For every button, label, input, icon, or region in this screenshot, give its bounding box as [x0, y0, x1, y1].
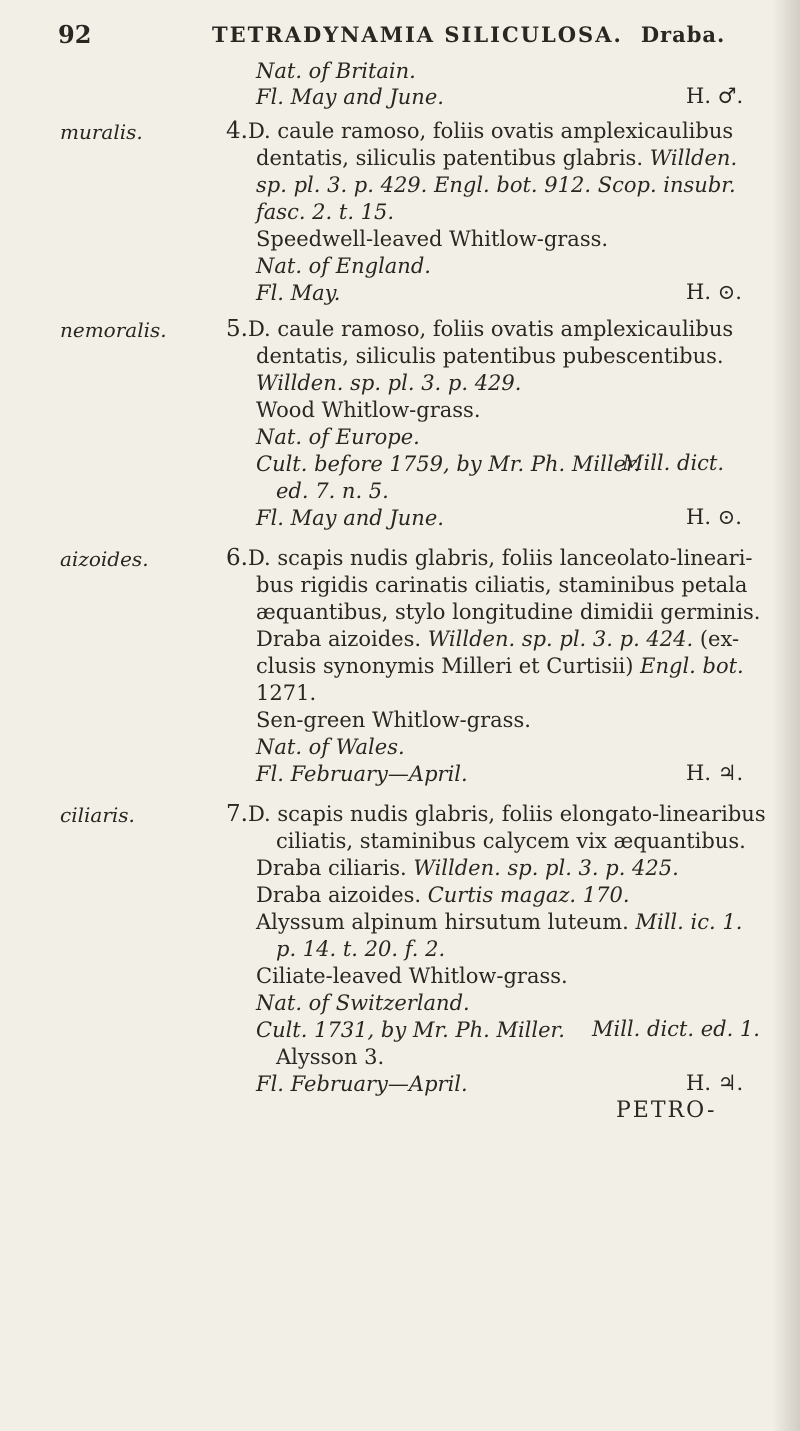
- species-4-habit: H. ⊙.: [686, 280, 742, 304]
- intro-flowering: Fl. May and June.: [256, 85, 444, 109]
- species-6-line-6: 1271.: [256, 681, 317, 705]
- species-7-line-2: ciliatis, staminibus calycem vix æquantibus.: [276, 829, 746, 853]
- species-4-flowering: Fl. May.: [256, 281, 341, 305]
- species-6-line-2: bus rigidis carinatis ciliatis, staminibus petala: [256, 573, 748, 597]
- species-7-line-1: 7.D. scapis nudis glabris, foliis elongato-linearibus: [226, 801, 766, 827]
- species-4-line-3: sp. pl. 3. p. 429. Engl. bot. 912. Scop. insubr.: [256, 173, 736, 197]
- intro-habit: H. ♂.: [686, 84, 744, 108]
- species-6-flowering: Fl. February—April.: [256, 762, 468, 786]
- species-6-line-1: 6.D. scapis nudis glabris, foliis lanceolato-lineari-: [226, 545, 753, 571]
- species-4-line-1: 4.D. caule ramoso, foliis ovatis amplexicaulibus: [226, 118, 734, 144]
- species-4-english-name: Speedwell-leaved Whitlow-grass.: [256, 227, 609, 251]
- species-5-flowering: Fl. May and June.: [256, 506, 444, 530]
- species-7-line-3: Draba ciliaris. Willden. sp. pl. 3. p. 425.: [256, 856, 679, 880]
- species-5-english-name: Wood Whitlow-grass.: [256, 398, 481, 422]
- species-6-line-3: æquantibus, stylo longitudine dimidii germinis.: [256, 600, 761, 624]
- species-7-habit: H. ♃.: [686, 1071, 744, 1095]
- page-number: 92: [58, 20, 92, 49]
- margin-name-aizoides: aizoides.: [60, 547, 149, 571]
- species-4-line-4: fasc. 2. t. 15.: [256, 200, 395, 224]
- species-5-cult-ref2: ed. 7. n. 5.: [276, 479, 389, 503]
- species-7-cult: Cult. 1731, by Mr. Ph. Miller.: [256, 1018, 565, 1042]
- margin-name-ciliaris: ciliaris.: [60, 803, 135, 827]
- species-5-cult: Cult. before 1759, by Mr. Ph. Miller.: [256, 452, 641, 476]
- species-6-line-5: clusis synonymis Milleri et Curtisii) Engl. bot.: [256, 654, 744, 678]
- page-edge-shadow: [772, 0, 800, 1431]
- species-5-native: Nat. of Europe.: [256, 425, 420, 449]
- species-7-cult-ref: Mill. dict. ed. 1.: [592, 1017, 760, 1041]
- species-5-line-3: Willden. sp. pl. 3. p. 429.: [256, 371, 522, 395]
- catchword: PETRO-: [616, 1098, 717, 1123]
- species-7-english-name: Ciliate-leaved Whitlow-grass.: [256, 964, 568, 988]
- species-5-line-2: dentatis, siliculis patentibus pubescentibus.: [256, 344, 724, 368]
- running-head-class: TETRADYNAMIA SILICULOSA.: [212, 22, 623, 47]
- species-4-native: Nat. of England.: [256, 254, 431, 278]
- intro-native: Nat. of Britain.: [256, 59, 416, 83]
- species-7-cult-ref2: Alysson 3.: [276, 1045, 385, 1069]
- species-5-habit: H. ⊙.: [686, 505, 742, 529]
- margin-name-muralis: muralis.: [60, 120, 143, 144]
- running-head: [212, 22, 725, 47]
- species-4-line-2: dentatis, siliculis patentibus glabris. Willden.: [256, 146, 738, 170]
- margin-name-nemoralis: nemoralis.: [60, 318, 167, 342]
- species-6-native: Nat. of Wales.: [256, 735, 405, 759]
- species-7-line-6: p. 14. t. 20. f. 2.: [276, 937, 446, 961]
- species-6-habit: H. ♃.: [686, 761, 744, 785]
- running-head-genus: Draba.: [640, 22, 726, 47]
- species-7-flowering: Fl. February—April.: [256, 1072, 468, 1096]
- species-7-line-5: Alyssum alpinum hirsutum luteum. Mill. ic. 1.: [256, 910, 743, 934]
- species-7-native: Nat. of Switzerland.: [256, 991, 470, 1015]
- species-5-cult-ref: Mill. dict.: [622, 451, 725, 475]
- species-6-line-4: Draba aizoides. Willden. sp. pl. 3. p. 424. (ex-: [256, 627, 740, 651]
- species-5-line-1: 5.D. caule ramoso, foliis ovatis amplexicaulibus: [226, 316, 734, 342]
- species-7-line-4: Draba aizoides. Curtis magaz. 170.: [256, 883, 630, 907]
- species-6-english-name: Sen-green Whitlow-grass.: [256, 708, 531, 732]
